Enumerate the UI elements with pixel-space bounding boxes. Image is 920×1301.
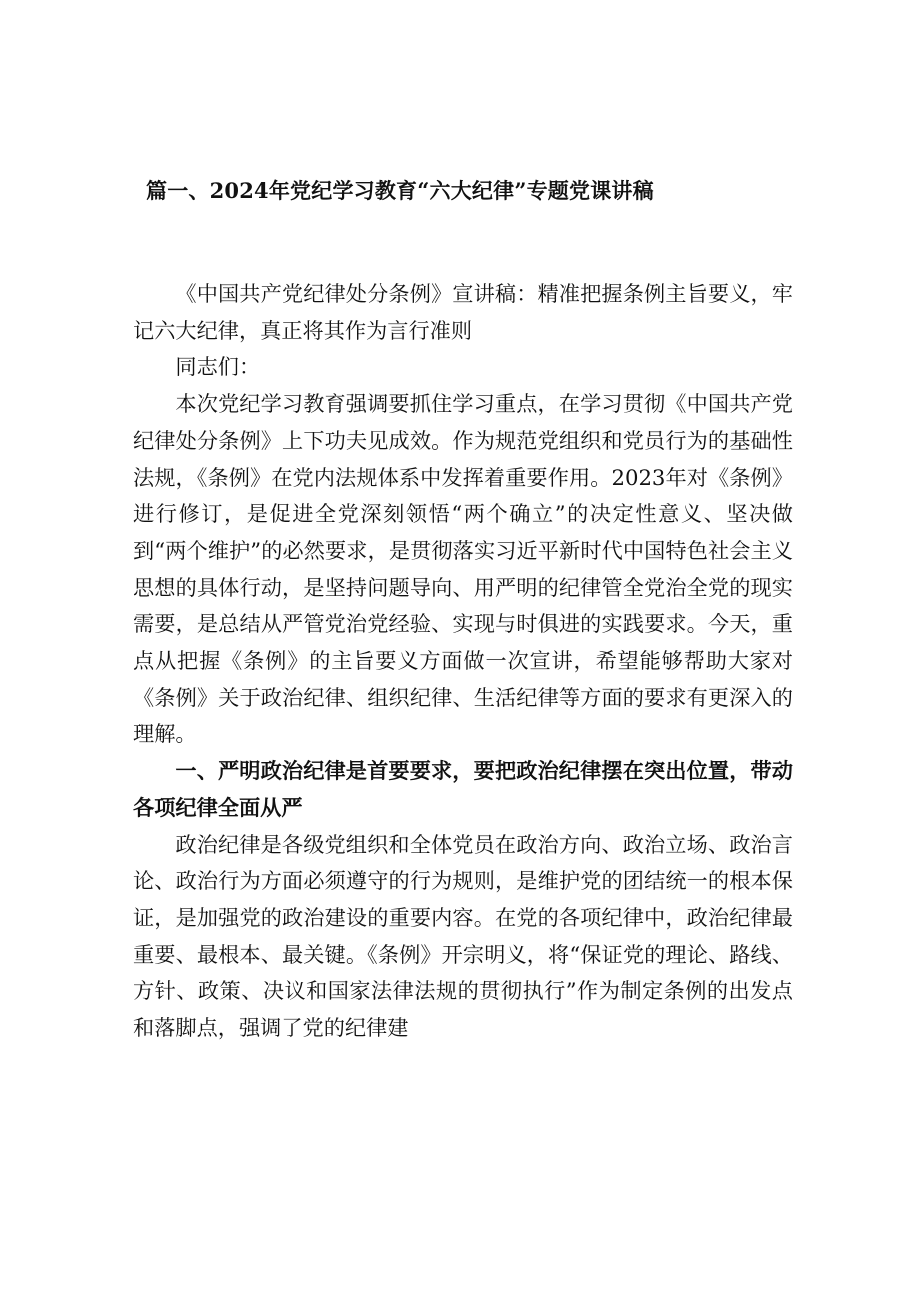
intro-paragraph: 《中国共产党纪律处分条例》宣讲稿：精准把握条例主旨要义，牢记六大纪律，真正将其作为言行准则 xyxy=(133,281,793,343)
section-heading: 一、严明政治纪律是首要要求，要把政治纪律摆在突出位置，带动各项纪律全面从严 xyxy=(133,758,793,820)
salutation-paragraph: 同志们： xyxy=(175,354,261,380)
body-paragraph: 政治纪律是各级党组织和全体党员在政治方向、政治立场、政治言论、政治行为方面必须遵守的行为规则，是维护党的团结统一的根本保证，是加强党的政治建设的重要内容。在党的各项纪律中，政治纪律最重要、最根本、最关键。《条例》开宗明义，将“保证党的理论、路线、方针、政策、决议和国家法律法规的贯彻执行”作为制定条例的出发点和落脚点，强调了党的纪律建 xyxy=(133,831,793,1041)
document-body xyxy=(133,276,793,1047)
body-paragraph: 本次党纪学习教育强调要抓住学习重点，在学习贯彻《中国共产党纪律处分条例》上下功夫见成效。作为规范党组织和党员行为的基础性法规，《条例》在党内法规体系中发挥着重要作用。2023年对《条例》进行修订，是促进全党深刻领悟“两个确立”的决定性意义、坚决做到“两个维护”的必然要求，是贯彻落实习近平新时代中国特色社会主义思想的具体行动，是坚持问题导向、用严明的纪律管全党治全党的现实需要，是总结从严管党治党经验、实现与时俱进的实践要求。今天，重点从把握《条例》的主旨要义方面做一次宣讲，希望能够帮助大家对《条例》关于政治纪律、组织纪律、生活纪律等方面的要求有更深入的理解。 xyxy=(133,391,793,747)
document-title: 篇一、2024年党纪学习教育“六大纪律”专题党课讲稿 xyxy=(146,178,654,203)
